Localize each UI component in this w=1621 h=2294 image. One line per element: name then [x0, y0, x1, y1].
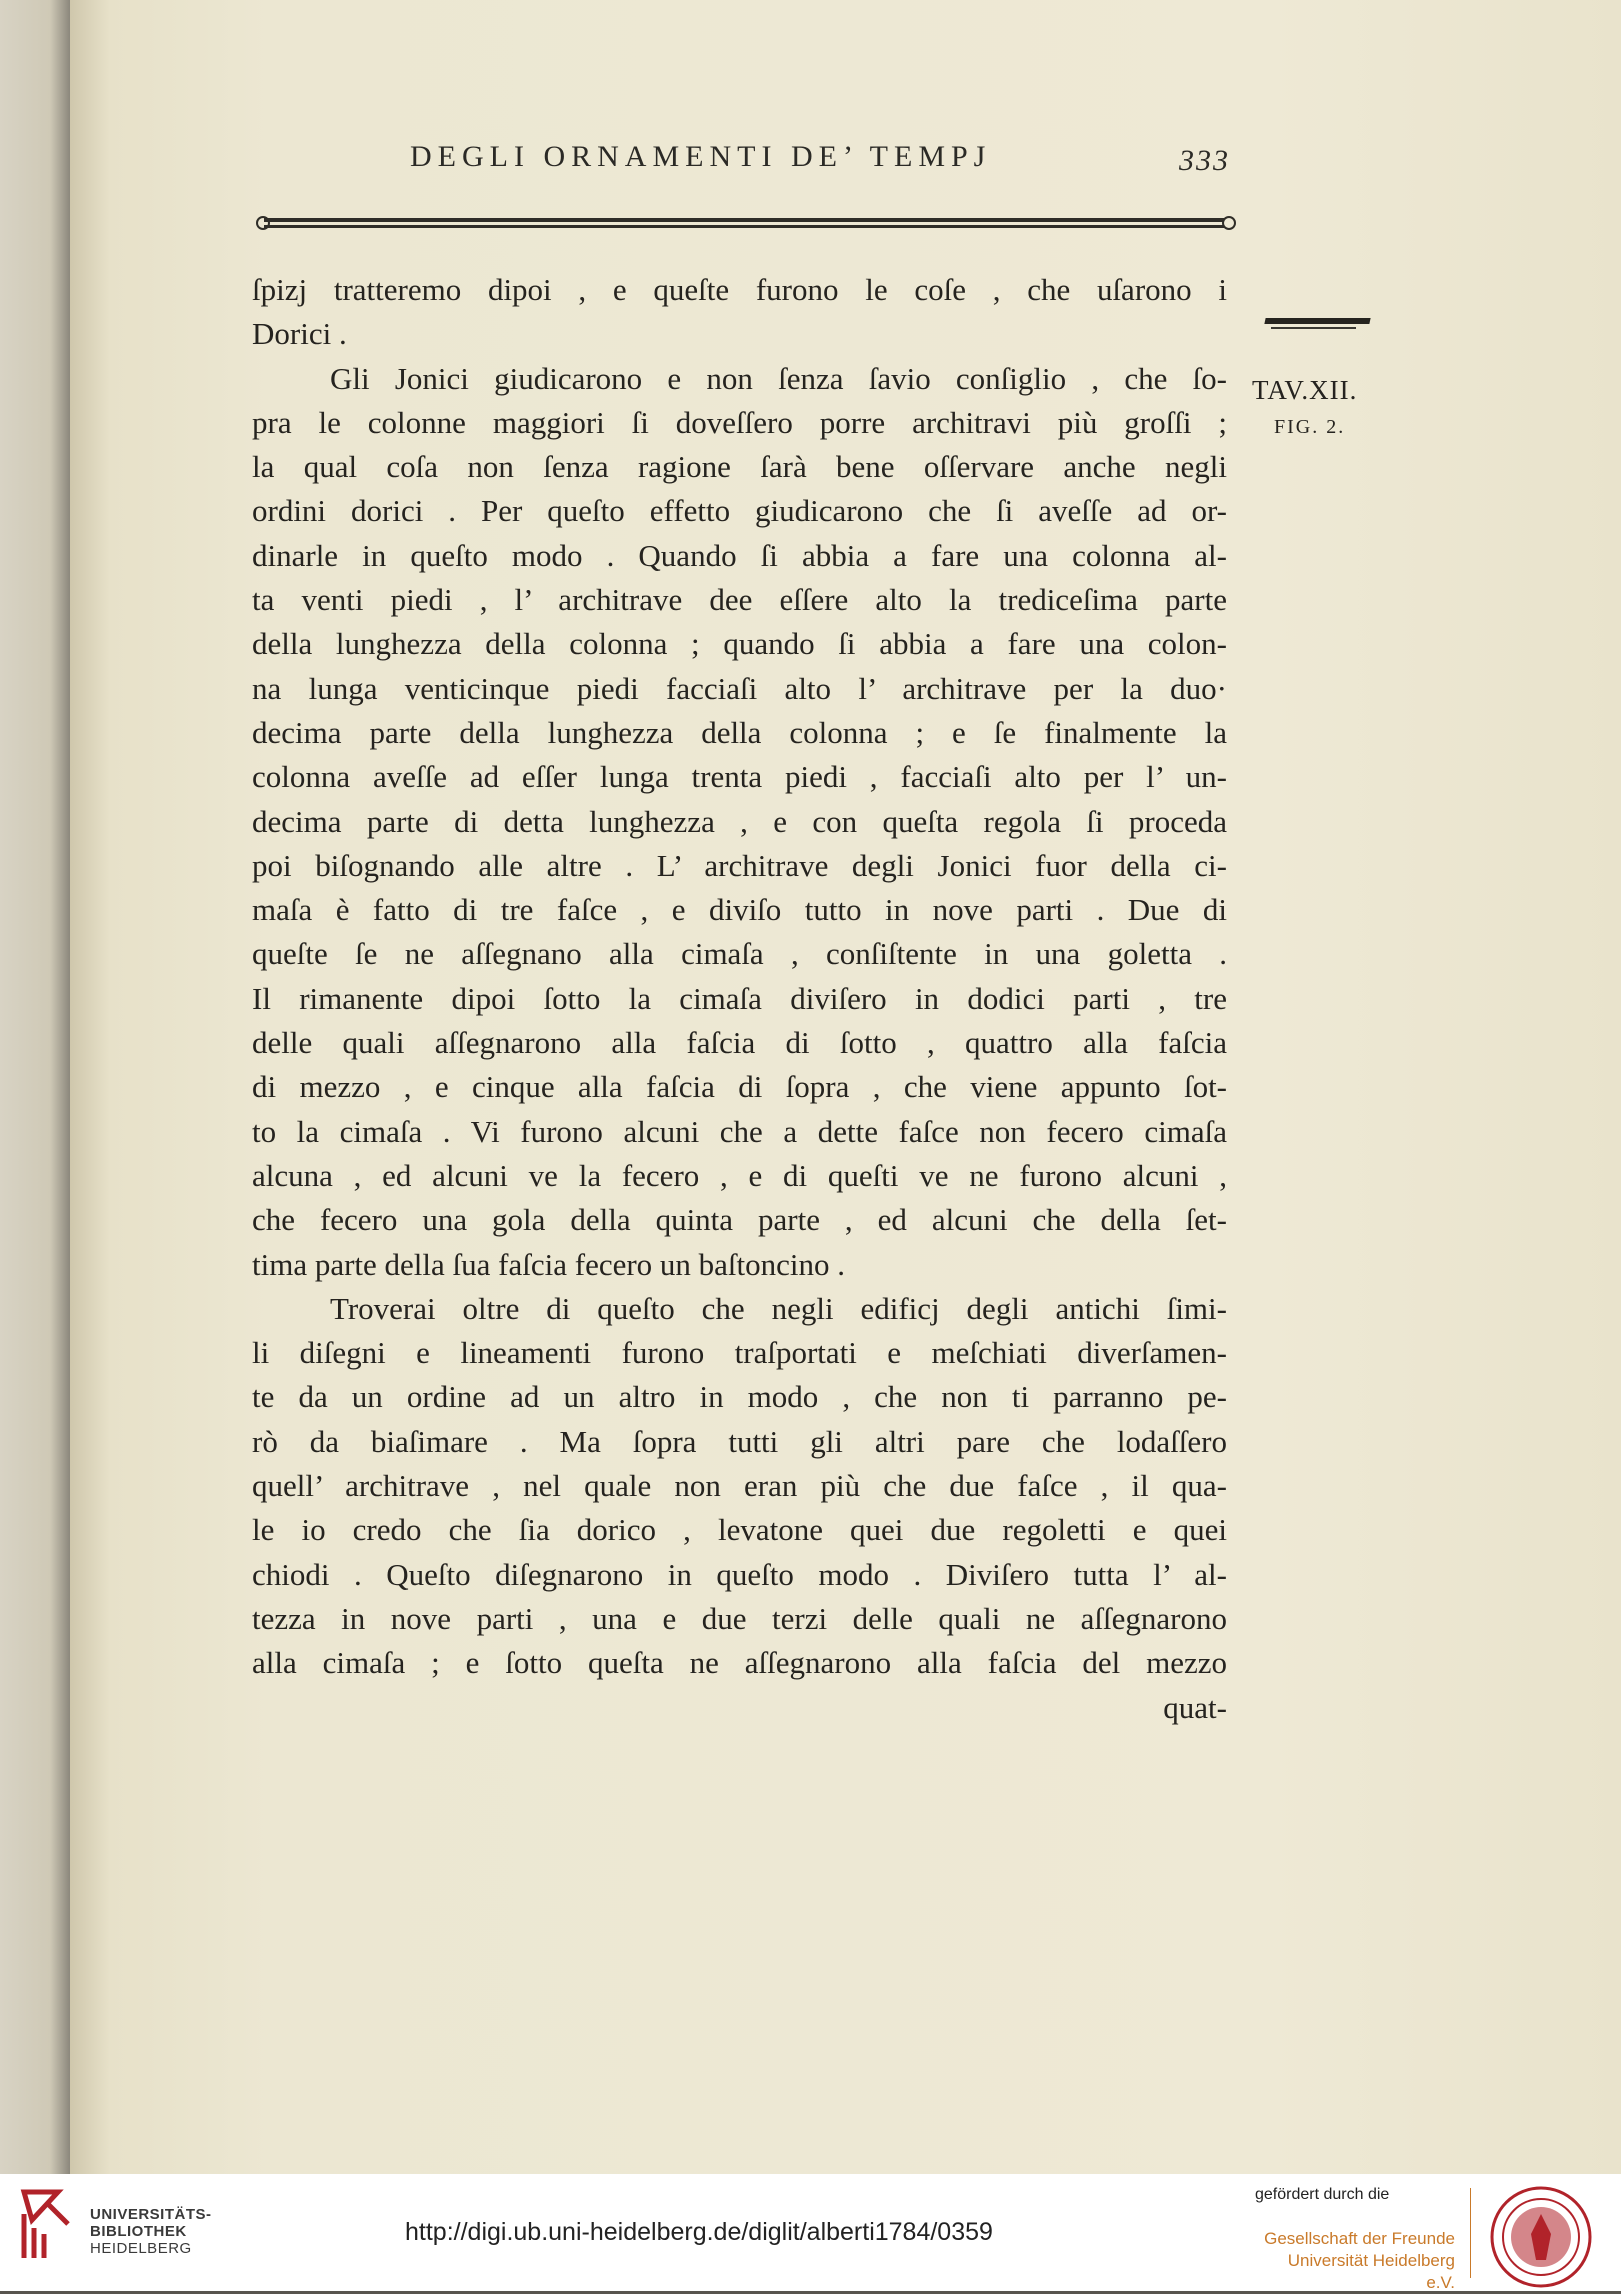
text-line: Troverai oltre di queſto che negli edificj degli antichi ſimi-: [330, 1290, 1227, 1326]
text-line: dinarle in queſto modo . Quando ſi abbia a fare una colonna al-: [252, 537, 1227, 573]
library-name-line2: BIBLIOTHEK: [90, 2223, 187, 2240]
text-line: alla cimaſa ; e ſotto queſta ne aſſegnarono alla faſcia del mezzo: [252, 1645, 1227, 1681]
text-line: che fecero una gola della quinta parte , ed alcuni che della ſet-: [252, 1202, 1227, 1238]
society-name-line2: Universität Heidelberg e.V.: [1287, 2251, 1455, 2292]
footer-divider: [1470, 2188, 1471, 2278]
figure-reference: FIG. 2.: [1274, 416, 1346, 438]
library-name-line3: HEIDELBERG: [90, 2240, 192, 2257]
text-line: alcuna , ed alcuni ve la fecero , e di queſti ve ne furono alcuni ,: [252, 1157, 1227, 1193]
text-line: ta venti piedi , l’ architrave dee eſſere alto la trediceſima parte: [252, 582, 1227, 618]
university-seal-icon: [1488, 2184, 1594, 2290]
text-line: decima parte di detta lunghezza , e con queſta regola ſi proceda: [252, 803, 1227, 839]
text-line: ſpizj tratteremo dipoi , e queſte furono le coſe , che uſarono i: [252, 272, 1227, 307]
slip-underline: [1271, 327, 1356, 329]
digitization-footer: [0, 2174, 1621, 2291]
society-name: [1255, 2228, 1455, 2294]
text-line: della lunghezza della colonna ; quando ſi abbia a fare una colon-: [252, 626, 1227, 662]
text-line: pra le colonne maggiori ſi doveſſero porre architravi più groſſi ;: [252, 404, 1227, 440]
society-name-line1: Gesellschaft der Freunde: [1264, 2229, 1455, 2248]
running-head: [410, 140, 1280, 190]
rule-line-lower: [264, 225, 1224, 228]
text-line: rò da biaſimare . Ma ſopra tutti gli altri pare che lodaſſero: [252, 1423, 1227, 1459]
margin-note: [1252, 370, 1392, 444]
plate-reference: TAV.XII.: [1252, 375, 1358, 405]
text-line: maſa è fatto di tre faſce , e diviſo tutto in nove parti . Due di: [252, 892, 1227, 928]
slip-bar: [1264, 318, 1370, 324]
body-text: [252, 268, 1227, 1730]
library-name: [90, 2206, 212, 2257]
text-line: la qual coſa non ſenza ragione ſarà bene oſſervare anche negli: [252, 449, 1227, 485]
margin-slip-mark: [1265, 318, 1370, 332]
text-line: tezza in nove parti , una e due terzi delle quali ne aſſegnarono: [252, 1600, 1227, 1636]
text-line: chiodi . Queſto diſegnarono in queſto modo . Diviſero tutta l’ al-: [252, 1556, 1227, 1592]
running-head-title: DEGLI ORNAMENTI DE’ TEMPJ: [410, 140, 992, 173]
text-line: di mezzo , e cinque alla faſcia di ſopra , che viene appunto ſot-: [252, 1069, 1227, 1105]
text-line: Il rimanente dipoi ſotto la cimaſa diviſero in dodici parti , tre: [252, 980, 1227, 1016]
rule-line-upper: [264, 218, 1224, 222]
text-line: to la cimaſa . Vi furono alcuni che a dette faſce non fecero cimaſa: [252, 1113, 1227, 1149]
text-line: le io credo che ſia dorico , levatone quei due regoletti e quei: [252, 1512, 1227, 1548]
text-line: li diſegni e lineamenti furono traſportati e meſchiati diverſamen-: [252, 1335, 1227, 1371]
funded-by-label: gefördert durch die: [1255, 2186, 1390, 2203]
library-name-line1: UNIVERSITÄTS-: [90, 2206, 212, 2223]
text-line: tima parte della ſua faſcia fecero un baſtoncino .: [252, 1246, 846, 1282]
logo-stroke-3: [48, 2204, 68, 2224]
library-logo-icon: [18, 2184, 74, 2264]
text-line: ordini dorici . Per queſto effetto giudicarono che ſi aveſſe ad or-: [252, 493, 1227, 529]
page-number: 333: [1179, 144, 1230, 177]
text-line: delle quali aſſegnarono alla faſcia di ſotto , quattro alla faſcia: [252, 1025, 1227, 1061]
page-gutter-shadow: [0, 0, 70, 2174]
text-line: poi biſognando alle altre . L’ architrave degli Jonici fuor della ci-: [252, 847, 1227, 883]
header-rule: [256, 216, 1236, 230]
text-line: decima parte della lunghezza della colonna ; e ſe finalmente la: [252, 714, 1227, 750]
text-line: queſte ſe ne aſſegnano alla cimaſa , conſiſtente in una goletta .: [252, 936, 1227, 972]
text-line: Gli Jonici giudicarono e non ſenza ſavio conſiglio , che ſo-: [330, 360, 1227, 396]
text-line: quell’ architrave , nel quale non eran più che due faſce , il qua-: [252, 1468, 1227, 1504]
text-line: Dorici .: [252, 316, 347, 352]
text-line: te da un ordine ad un altro in modo , che non ti parranno pe-: [252, 1379, 1227, 1415]
text-line: colonna aveſſe ad eſſer lunga trenta piedi , facciaſi alto per l’ un-: [252, 759, 1227, 795]
rule-right-cap: [1222, 216, 1236, 230]
catchword: quat-: [1163, 1689, 1227, 1725]
text-line: na lunga venticinque piedi facciaſi alto l’ architrave per la duo·: [252, 670, 1227, 706]
permalink-url[interactable]: http://digi.ub.uni-heidelberg.de/diglit/alberti1784/0359: [405, 2218, 993, 2246]
